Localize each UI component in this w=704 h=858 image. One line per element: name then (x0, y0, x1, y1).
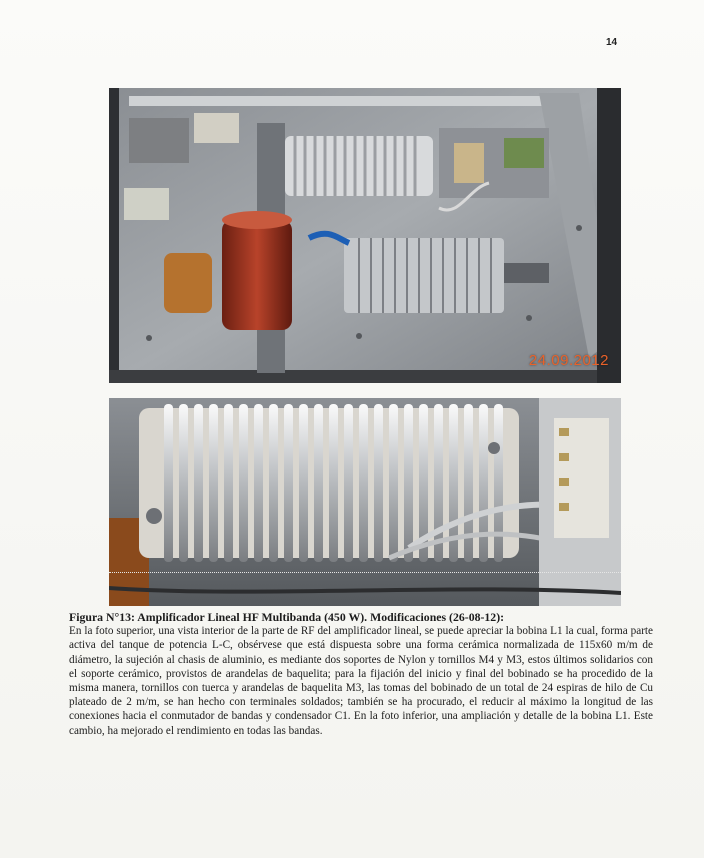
scan-artifact-line (109, 572, 621, 573)
photo-date-stamp: 24.09.2012 (528, 352, 609, 369)
coil-detail-illustration (109, 398, 621, 606)
figure-caption (69, 610, 653, 738)
amplifier-interior-illustration (109, 88, 621, 383)
photo-coil-detail (109, 398, 621, 606)
page-number: 14 (606, 37, 618, 48)
photo-amplifier-interior (109, 88, 621, 383)
caption-body: En la foto superior, una vista interior de la parte de RF del amplificador lineal, se puede apreciar la bobina L1 la cual, forma parte activa del tanque de potencia L-C, obsérvese que está dispuesta sobre una forma cerámica normalizada de 115x60 m/m de diámetro, la sujeción al chasis de aluminio, es mediante dos soportes de Nylon y tornillos M4 y M3, estos últimos solidarios con el soporte cerámico, provistos de arandelas de baquelita; para la fijación del inicio y final del bobinado se ha procedido de la misma manera, tornillos con tuerca y arandelas de baquelita M3, las tomas del bobinado de un total de 24 espiras de hilo de Cu plateado de 2 m/m, se han hecho con terminales soldados; también se ha procurado, el reducir al máximo la longitud de las conexiones hacia el conmutador de bandas y condensador C1. En la foto inferior, una ampliación y detalle de la bobina L1. Este cambio, ha mejorado el rendimiento en todas las bandas. (69, 625, 653, 737)
caption-title: Figura N°13: Amplificador Lineal HF Multibanda (450 W). Modificaciones (26-08-12): (69, 610, 505, 624)
